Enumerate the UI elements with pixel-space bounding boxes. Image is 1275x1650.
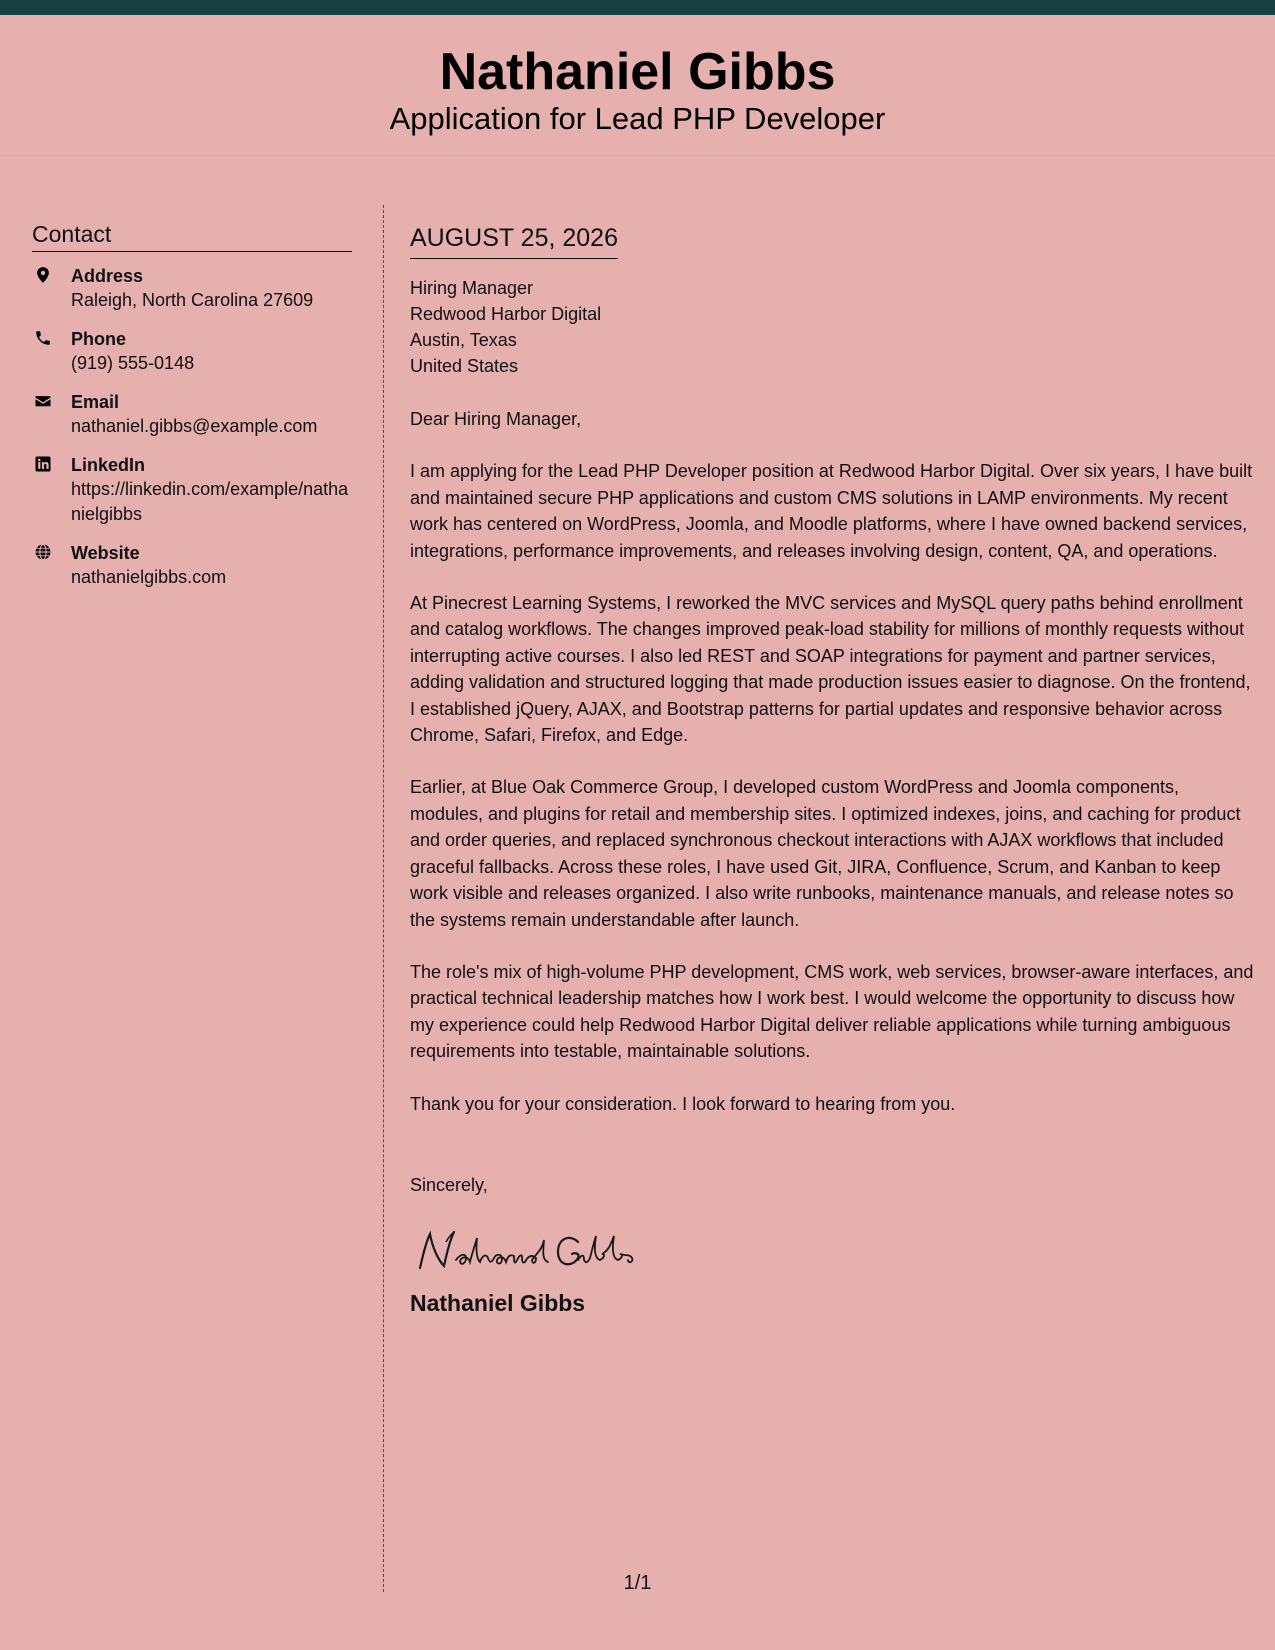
recipient-line: United States (410, 356, 519, 376)
contact-heading: Contact (32, 220, 352, 252)
email-label: Email (71, 392, 120, 412)
closing: Sincerely, (410, 1174, 488, 1195)
phone-icon (34, 329, 52, 347)
letter-body (410, 220, 1255, 1318)
website-value[interactable]: nathanielgibbs.com (71, 567, 227, 587)
contact-sidebar (32, 220, 352, 604)
application-title: Application for Lead PHP Developer (389, 101, 886, 136)
salutation: Dear Hiring Manager, (410, 409, 582, 429)
phone-value: (919) 555-0148 (71, 353, 195, 373)
recipient-line: Austin, Texas (410, 330, 517, 350)
contact-website (32, 541, 352, 590)
handwritten-signature (410, 1220, 1255, 1280)
map-pin-icon (34, 266, 52, 284)
contact-linkedin (32, 453, 352, 527)
paragraph-pinecrest: At Pinecrest Learning Systems, I reworked the MVC services and MySQL query paths behind enrollment and catalog workflows. The changes improved peak-load stability for millions of monthly requests without interrupting active courses. I also led REST and SOAP integrations for payment and partner services, adding validation and structured logging that made production issues easier to diagnose. On the frontend, I established jQuery, AJAX, and Bootstrap patterns for partial updates and responsive behavior across Chrome, Safari, Firefox, and Edge. (410, 593, 1251, 746)
address-value: Raleigh, North Carolina 27609 (71, 290, 314, 310)
top-accent-bar (0, 0, 1275, 15)
linkedin-icon (34, 455, 52, 473)
envelope-icon (34, 392, 52, 410)
signature-image (410, 1220, 670, 1280)
applicant-name: Nathaniel Gibbs (439, 43, 836, 101)
paragraph-blue-oak: Earlier, at Blue Oak Commerce Group, I developed custom WordPress and Joomla components, modules, and plugins for retail and membership sites. I optimized indexes, joins, and caching for product and order queries, and replaced synchronous checkout interactions with AJAX workflows that included graceful fallbacks. Across these roles, I have used Git, JIRA, Confluence, Scrum, and Kanban to keep work visible and releases organized. I also write runbooks, maintenance manuals, and release notes so the systems remain understandable after launch. (410, 777, 1241, 930)
linkedin-label: LinkedIn (71, 455, 146, 475)
letter-date: AUGUST 25, 2026 (410, 220, 618, 259)
recipient-line: Redwood Harbor Digital (410, 304, 602, 324)
paragraph-fit: The role's mix of high-volume PHP development, CMS work, web services, browser-aware interfaces, and practical technical leadership matches how I work best. I would welcome the opportunity to discuss how my experience could help Redwood Harbor Digital deliver reliable applications while turning ambiguous requirements into testable, maintainable solutions. (410, 961, 1254, 1062)
paragraph-thanks: Thank you for your consideration. I look forward to hearing from you. (410, 1093, 956, 1114)
column-divider (383, 205, 384, 1592)
page-number: 1/1 (623, 1572, 652, 1594)
website-label: Website (71, 543, 140, 563)
recipient-line: Hiring Manager (410, 278, 534, 298)
recipient-block (410, 275, 1255, 379)
address-label: Address (71, 266, 144, 286)
linkedin-value[interactable]: https://linkedin.com/example/nathanielgibbs (71, 479, 349, 524)
signer-name: Nathaniel Gibbs (410, 1290, 586, 1317)
contact-address (32, 264, 352, 313)
paragraph-intro: I am applying for the Lead PHP Developer position at Redwood Harbor Digital. Over six years, I have built and maintained secure PHP applications and custom CMS solutions in LAMP environments. My recent work has centered on WordPress, Joomla, and Moodle platforms, where I have owned backend services, integrations, performance improvements, and releases involving design, content, QA, and operations. (410, 461, 1253, 561)
phone-label: Phone (71, 329, 127, 349)
contact-email (32, 390, 352, 439)
contact-phone (32, 327, 352, 376)
email-value: nathaniel.gibbs@example.com (71, 416, 318, 436)
globe-icon (34, 543, 52, 561)
page-header (0, 15, 1275, 156)
